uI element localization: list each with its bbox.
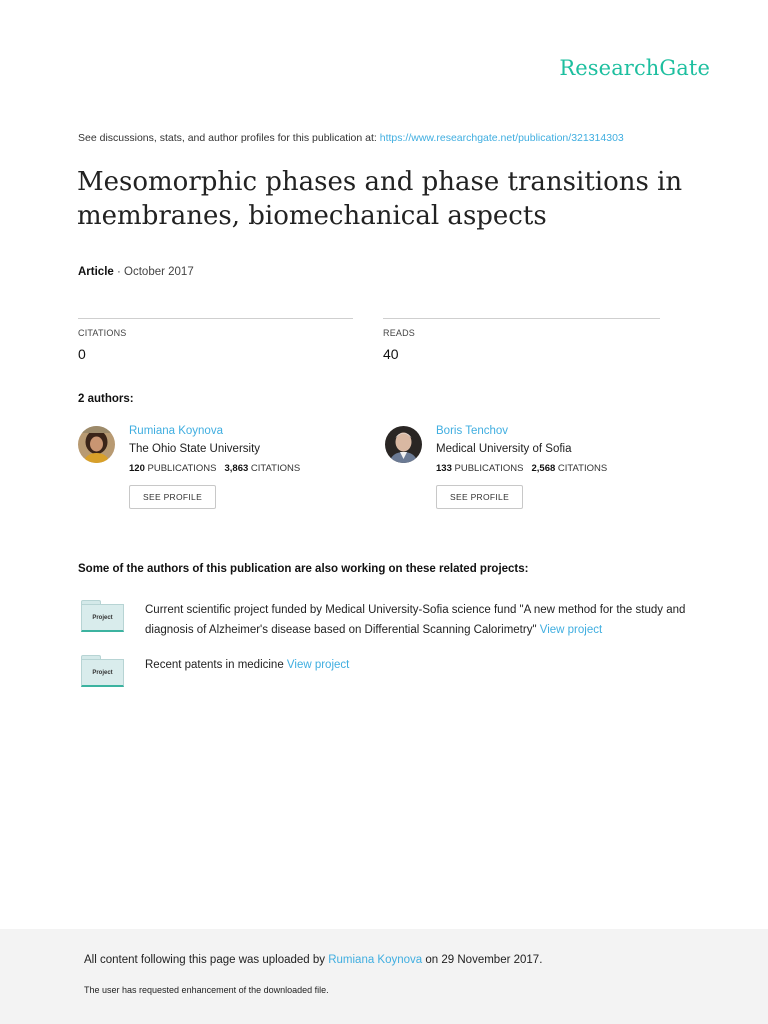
related-projects-heading: Some of the authors of this publication are also working on these related projects: bbox=[78, 563, 529, 575]
project-folder-icon bbox=[81, 600, 124, 633]
project-text: Current scientific project funded by Medical University-Sofia science fund "A new method for the study and diagnosis of Alzheimer's disease based on Differential Scanning Calorimetry" bbox=[145, 604, 686, 636]
publication-date: October 2017 bbox=[124, 266, 194, 278]
view-project-link[interactable]: View project bbox=[286, 659, 350, 671]
citations-value: 0 bbox=[78, 346, 86, 362]
publications-count: 120 bbox=[129, 463, 145, 474]
citations-label: CITATIONS bbox=[557, 463, 608, 474]
project-description bbox=[145, 600, 705, 640]
project-icon-label: Project bbox=[92, 669, 113, 676]
publication-type: Article bbox=[78, 266, 114, 278]
upload-prefix: All content following this page was uploaded by bbox=[84, 954, 329, 966]
avatar-image bbox=[385, 426, 422, 463]
publication-title: Mesomorphic phases and phase transitions in membranes, biomechanical aspects bbox=[77, 167, 683, 231]
author-name-link[interactable]: Rumiana Koynova bbox=[129, 425, 223, 437]
reads-value: 40 bbox=[383, 346, 399, 362]
author-stats bbox=[129, 463, 369, 474]
upload-suffix: on 29 November 2017. bbox=[422, 954, 543, 966]
author-info bbox=[436, 425, 676, 509]
discussion-notice bbox=[78, 132, 624, 144]
citations-count: 2,568 bbox=[531, 463, 556, 474]
publication-meta bbox=[78, 266, 194, 278]
publication-url-link[interactable]: https://www.researchgate.net/publication/321314303 bbox=[379, 132, 624, 144]
citations-label: CITATIONS bbox=[250, 463, 301, 474]
author-info bbox=[129, 425, 369, 509]
view-project-link[interactable]: View project bbox=[539, 624, 603, 636]
discussion-notice-text: See discussions, stats, and author profiles for this publication at: bbox=[78, 132, 380, 144]
author-institution: The Ohio State University bbox=[129, 443, 261, 455]
footer bbox=[0, 929, 768, 1024]
citations-count: 3,863 bbox=[224, 463, 249, 474]
authors-heading: 2 authors: bbox=[78, 393, 134, 405]
see-profile-button[interactable]: SEE PROFILE bbox=[129, 485, 216, 509]
project-description bbox=[145, 655, 705, 675]
meta-separator: · bbox=[113, 266, 125, 278]
avatar-image bbox=[78, 426, 115, 463]
uploader-link[interactable]: Rumiana Koynova bbox=[328, 954, 423, 966]
publications-label: PUBLICATIONS bbox=[147, 463, 217, 474]
project-icon-label: Project bbox=[92, 614, 113, 621]
project-folder-icon bbox=[81, 655, 124, 688]
avatar-boris-tenchov[interactable] bbox=[385, 426, 422, 463]
citations-stat bbox=[78, 318, 353, 362]
publications-count: 133 bbox=[436, 463, 452, 474]
author-institution: Medical University of Sofia bbox=[436, 443, 572, 455]
author-stats bbox=[436, 463, 676, 474]
avatar-rumiana-koynova[interactable] bbox=[78, 426, 115, 463]
enhancement-note: The user has requested enhancement of the downloaded file. bbox=[84, 985, 329, 995]
publications-label: PUBLICATIONS bbox=[454, 463, 524, 474]
author-name-link[interactable]: Boris Tenchov bbox=[436, 425, 509, 437]
researchgate-logo[interactable]: ResearchGate bbox=[559, 56, 710, 80]
reads-label: READS bbox=[383, 328, 416, 338]
project-text: Recent patents in medicine bbox=[145, 659, 284, 671]
reads-stat bbox=[383, 318, 660, 362]
upload-notice bbox=[84, 954, 542, 966]
citations-label: CITATIONS bbox=[78, 328, 127, 338]
see-profile-button[interactable]: SEE PROFILE bbox=[436, 485, 523, 509]
